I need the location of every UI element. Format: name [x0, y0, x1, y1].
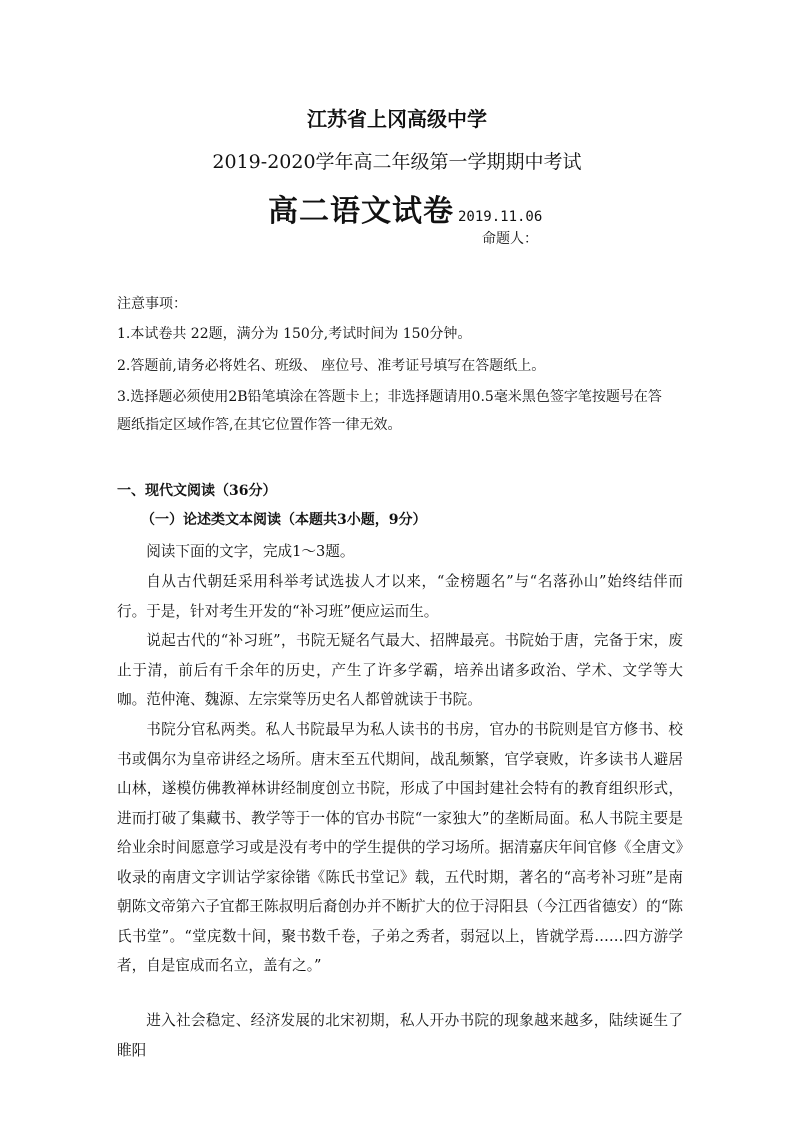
exam-name: 2019-2020学年高二年级第一学期期中考试 [212, 151, 582, 173]
notes-item: 1.本试卷共 22题，满分为 150分,考试时间为 150分钟。 [117, 326, 472, 342]
body-paragraph: 说起古代的“补习班”，书院无疑名气最大、招牌最亮。书院始于唐，完备于宋，废止于清，前后有千余年的历史，产生了许多学霸，培养出诸多政治、学术、文学等大咖。范仲淹、魏源、左宗棠等历史名人都曾就读于书院。 [117, 632, 683, 708]
notes-item: 2.答题前,请务必将姓名、班级、 座位号、准考证号填写在答题纸上。 [117, 358, 546, 374]
school-name: 江苏省上冈高级中学 [307, 107, 487, 131]
subsection-title: （一）论述类文本阅读（本题共3小题，9分） [141, 512, 427, 528]
notes-item: 3.选择题必须使用2B铅笔填涂在答题卡上；非选择题请用0.5毫米黑色签字笔按题号在答 [117, 389, 662, 405]
section-title: 一、现代文阅读（36分） [117, 483, 277, 499]
body-paragraph: 自从古代朝廷采用科举考试选拔人才以来，“金榜题名”与“名落孙山”始终结伴而行。于是，针对考生开发的“补习班”便应运而生。 [117, 573, 683, 620]
paper-title: 高二语文试卷 [268, 194, 454, 229]
notes-heading: 注意事项： [117, 296, 187, 312]
author-label: 命题人： [482, 231, 538, 247]
paper-title-row [268, 186, 542, 230]
body-paragraph: 书院分官私两类。私人书院最早为私人读书的书房，官办的书院则是官方修书、校书或偶尔为皇帝讲经之场所。唐末至五代期间，战乱频繁，官学衰败，许多读书人避居山林，遂模仿佛教禅林讲经制度创立书院，形成了中国封建社会特有的教育组织形式，进而打破了集藏书、教学等于一体的官办书院“一家独大”的垄断局面。私人书院主要是给业余时间愿意学习或是没有考中的学生提供的学习场所。据清嘉庆年间官修《全唐文》收录的南唐文字训诂学家徐锴《陈氏书堂记》载，五代时期，著名的“高考补习班”是南朝陈文帝第六子宜都王陈叔明后裔创办并不断扩大的位于浔阳县（今江西省德安）的“陈氏书堂”。“堂庑数十间，聚书数千卷，子弟之秀者，弱冠以上，皆就学焉……四方游学者，自是宦成而名立，盖有之。” [117, 721, 683, 974]
body-paragraph: 进入社会稳定、经济发展的北宋初期，私人开办书院的现象越来越多，陆续诞生了睢阳 [117, 1012, 683, 1059]
reading-instruction: 阅读下面的文字，完成1～3题。 [146, 543, 355, 560]
notes-item: 题纸指定区域作答,在其它位置作答一律无效。 [117, 417, 402, 433]
exam-date: 2019.11.06 [458, 209, 543, 225]
